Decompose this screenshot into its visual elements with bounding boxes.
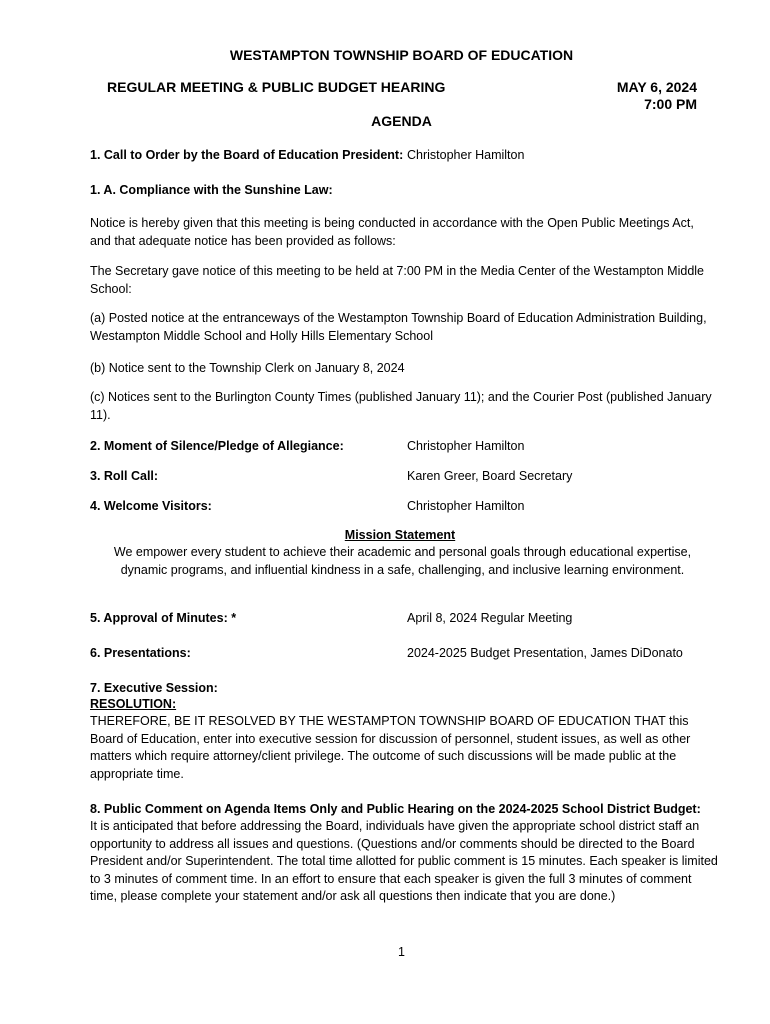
public-comment-text: It is anticipated that before addressing the Board, individuals have given the appropriate school district staff an opportunity to address all issues and questions. (Questions and/or comments should be directed to the Board President and/or Superintendent. The total time allotted for public comment is 15 minutes. Each speaker is limited to 3 minutes of comment time. In an effort to ensure that each speaker is given the full 3 minutes of comment time, please complete your statement and/or ask all questions then indicate that you are done.) [90, 819, 718, 903]
secretary-notice: The Secretary gave notice of this meeting to be held at 7:00 PM in the Media Center of the Westampton Middle School: [90, 264, 704, 296]
item-8-label: 8. Public Comment on Agenda Items Only and Public Hearing on the 2024-2025 School District Budget: [90, 802, 701, 816]
item-5-value: April 8, 2024 Regular Meeting [407, 611, 573, 625]
item-2-value: Christopher Hamilton [407, 439, 525, 453]
item-1-label: 1. Call to Order by the Board of Education President: [90, 148, 404, 162]
item-5-label: 5. Approval of Minutes: * [90, 611, 237, 625]
agenda-title: AGENDA [371, 113, 432, 129]
sunshine-notice: Notice is hereby given that this meeting is being conducted in accordance with the Open Public Meetings Act, and that adequate notice has been provided as follows: [90, 216, 694, 248]
item-2-label: 2. Moment of Silence/Pledge of Allegiance: [90, 439, 344, 453]
item-6-value: 2024-2025 Budget Presentation, James DiDonato [407, 646, 683, 660]
notice-c: (c) Notices sent to the Burlington County Times (published January 11); and the Courier Post (published January 11). [90, 390, 712, 422]
resolution-text: THEREFORE, BE IT RESOLVED BY THE WESTAMPTON TOWNSHIP BOARD OF EDUCATION THAT this Board of Education, enter into executive session for discussion of personnel, student issues, as well as other matters which require attorney/client privilege. The outcome of such discussions will be made public at the appropriate time. [90, 714, 691, 781]
mission-title: Mission Statement [344, 528, 456, 542]
item-6-label: 6. Presentations: [90, 646, 191, 660]
item-1a-label: 1. A. Compliance with the Sunshine Law: [90, 183, 333, 197]
item-1-value: Christopher Hamilton [407, 148, 525, 162]
item-4-label: 4. Welcome Visitors: [90, 499, 212, 513]
item-7-label: 7. Executive Session: [90, 681, 218, 695]
page-number: 1 [398, 945, 405, 959]
resolution-label: RESOLUTION: [90, 697, 177, 711]
notice-b: (b) Notice sent to the Township Clerk on January 8, 2024 [90, 361, 405, 375]
meeting-time: 7:00 PM [644, 96, 697, 112]
item-3-label: 3. Roll Call: [90, 469, 159, 483]
meeting-title: REGULAR MEETING & PUBLIC BUDGET HEARING [107, 79, 446, 95]
item-4-value: Christopher Hamilton [407, 499, 525, 513]
mission-text: We empower every student to achieve their academic and personal goals through educational expertise, dynamic programs, and influential kindness in a safe, challenging, and inclusive learning environment. [113, 545, 692, 577]
meeting-date: MAY 6, 2024 [616, 79, 697, 95]
notice-a: (a) Posted notice at the entranceways of the Westampton Township Board of Education Administration Building, Westampton Middle School and Holly Hills Elementary School [90, 311, 707, 343]
item-3-value: Karen Greer, Board Secretary [407, 469, 573, 483]
board-title: WESTAMPTON TOWNSHIP BOARD OF EDUCATION [229, 47, 574, 63]
